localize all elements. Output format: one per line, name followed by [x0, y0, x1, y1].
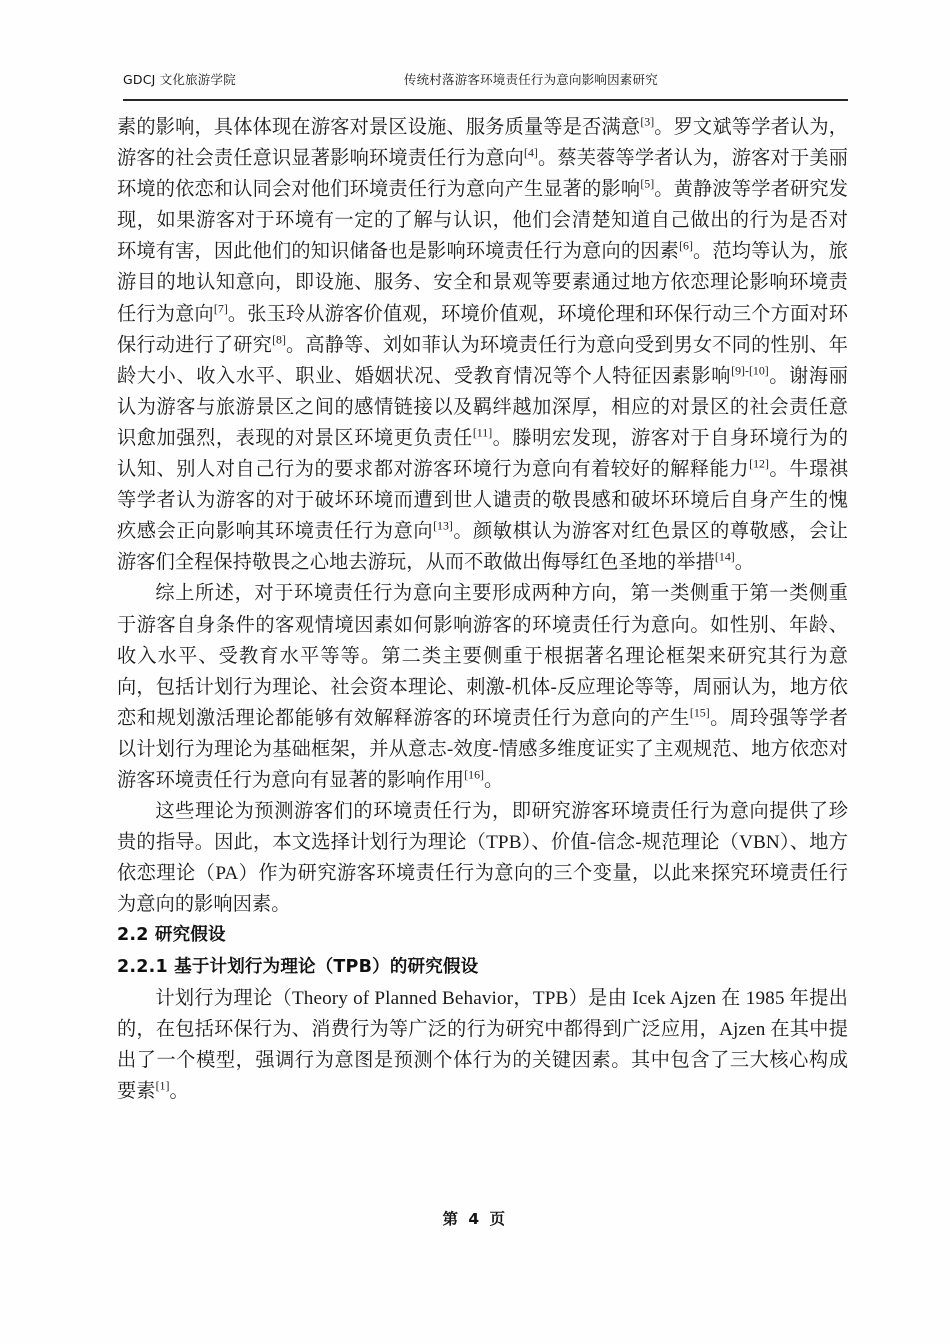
text-run: 综上所述，对于环境责任行为意向主要形成两种方向，第一类侧重于第一类侧重于游客自身条件的客观情境因素如何影响游客的环境责任行为意向。如性别、年龄、收入水平、受教育水平等等。第二类主要侧重于根据著名理论框架来研究其行为意向，包括计划行为理论、社会资本理论、刺激-机体-反应理论等等，周丽认为，地方依恋和规划激活理论都能够有效解释游客的环境责任行为意向的产生: [117, 583, 848, 729]
citation-marker: [13]: [433, 518, 453, 533]
header-thesis-title: 传统村落游客环境责任行为意向影响因素研究: [403, 72, 658, 87]
paragraph-summary-directions: [117, 578, 848, 796]
text-run: 。: [169, 1080, 189, 1102]
text-run: 计划行为理论（Theory of Planned Behavior，TPB）是由 Icek Ajzen 在 1985 年提出的，在包括环保行为、消费行为等广泛的行为研究中都得到广泛应用，Ajzen 在其中提出了一个模型，强调行为意图是预测个体行为的关键因素。其中包含了三大核心构成要素: [117, 987, 848, 1102]
running-header: [123, 70, 848, 96]
text-run: 。: [484, 769, 504, 791]
citation-marker: [3]: [640, 114, 655, 129]
citation-marker: [10]: [748, 363, 769, 378]
citation-marker: [9]-: [731, 363, 749, 378]
header-divider-rule: [123, 99, 848, 101]
text-run: 。牛璟祺等学者认为游客的对于破坏环境而遭到世人谴责的敬畏感和破坏环境后自身产生的愧疚感会正向影响其环境责任行为意向: [117, 459, 848, 543]
citation-marker: [15]: [689, 705, 710, 720]
citation-marker: [1]: [155, 1078, 170, 1093]
text-run: 。高静等、刘如菲认为环境责任行为意向受到男女不同的性别、年龄大小、收入水平、职业、婚姻状况、受教育情况等个人特征因素影响: [117, 334, 848, 387]
heading-tpb-hypothesis: 2.2.1 基于计划行为理论（TPB）的研究假设: [117, 956, 479, 977]
heading-research-hypothesis: 2.2 研究假设: [117, 925, 226, 946]
text-run: 。范均等认为，旅游目的地认知意向，即设施、服务、安全和景观等要素通过地方依恋理论影响环境责任行为意向: [117, 241, 848, 325]
citation-marker: [5]: [640, 176, 655, 191]
text-run: 。蔡芙蓉等学者认为，游客对于美丽环境的依恋和认同会对他们环境责任行为意向产生显著的影响: [117, 148, 848, 201]
text-run: 。滕明宏发现，游客对于自身环境行为的认知、别人对自己行为的要求都对游客环境行为意向有着较好的解释能力: [117, 427, 848, 481]
citation-marker: [12]: [749, 456, 769, 471]
text-run: 素的影响，具体体现在游客对景区设施、服务质量等是否满意: [117, 117, 641, 138]
text-run: 。张玉玲从游客价值观，环境价值观，环境伦理和环保行动三个方面对环保行动进行了研究: [117, 303, 849, 356]
citation-marker: [8]: [272, 332, 286, 347]
paragraph-literature-review: [117, 112, 848, 578]
paragraph-theory-selection: 这些理论为预测游客们的环境责任行为，即研究游客环境责任行为意向提供了珍贵的指导。因此，本文选择计划行为理论（TPB）、价值-信念-规范理论（VBN）、地方依恋理论（PA）作为研究游客环境责任行为意向的三个变量，以此来探究环境责任行为意向的影响因素。: [117, 801, 848, 916]
paragraph-tpb-description: [117, 983, 848, 1107]
text-run: 。: [734, 552, 755, 574]
citation-marker: [16]: [464, 767, 484, 782]
citation-marker: [7]: [213, 301, 228, 316]
header-institution: GDCJ 文化旅游学院: [123, 72, 236, 87]
citation-marker: [6]: [679, 238, 693, 253]
text-run: 。罗文斌等学者认为，游客的社会责任意识显著影响环境责任行为意向: [117, 117, 849, 170]
text-run: 。周玲强等学者以计划行为理论为基础框架，并从意志-效度-情感多维度证实了主观规范、地方依恋对游客环境责任行为意向有显著的影响作用: [117, 707, 849, 791]
citation-marker: [14]: [714, 549, 735, 564]
document-body: [117, 112, 848, 1107]
citation-marker: [4]: [524, 145, 538, 160]
text-run: 。谢海丽认为游客与旅游景区之间的感情链接以及羁绊越加深厚，相应的对景区的社会责任意识愈加强烈，表现的对景区环境更负责任: [117, 365, 848, 449]
text-run: 。黄静波等学者研究发现，如果游客对于环境有一定的了解与认识，他们会清楚知道自己做出的行为是否对环境有害，因此他们的知识储备也是影响环境责任行为意向的因素: [117, 179, 849, 263]
citation-marker: [11]: [472, 425, 493, 440]
page-number-footer: 第 4 页: [442, 1210, 508, 1228]
text-run: 。颜敏棋认为游客对红色景区的尊敬感，会让游客们全程保持敬畏之心地去游玩，从而不敢做出侮辱红色圣地的举措: [117, 521, 848, 574]
